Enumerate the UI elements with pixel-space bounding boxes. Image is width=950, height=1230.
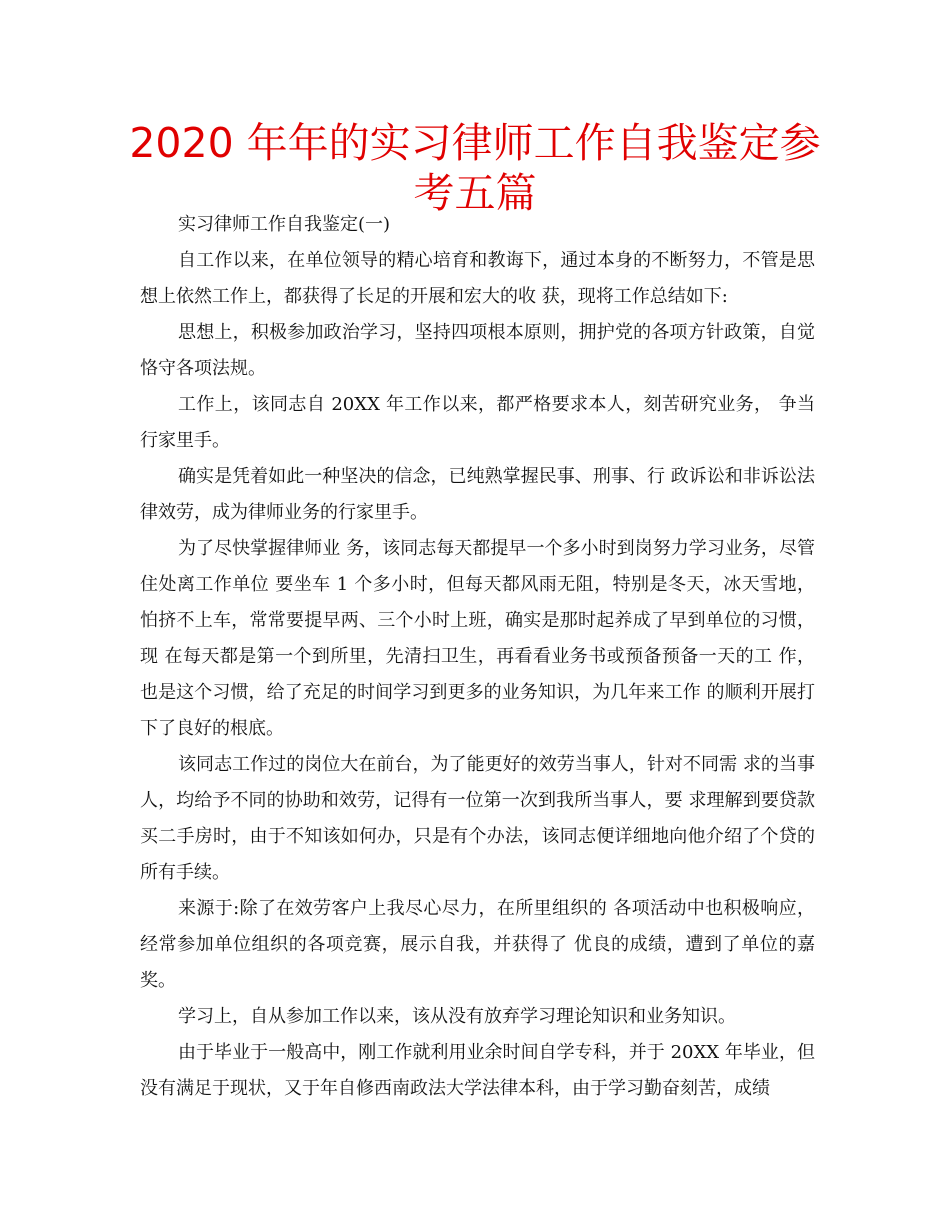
paragraph: 自工作以来，在单位领导的精心培育和教诲下，通过本身的不断努力，不管是思想上依然工作上，都获得了长足的开展和宏大的收 获，现将工作总结如下: <box>140 250 815 307</box>
paragraph: 工作上，该同志自 20XX 年工作以来，都严格要求本人，刻苦研究业务， 争当行家里手。 <box>140 394 815 451</box>
paragraph: 确实是凭着如此一种坚决的信念，已纯熟掌握民事、刑事、行 政诉讼和非诉讼法律效劳，成为律师业务的行家里手。 <box>140 466 815 523</box>
document-body <box>140 207 815 1107</box>
paragraph: 该同志工作过的岗位大在前台，为了能更好的效劳当事人，针对不同需 求的当事人，均给予不同的协助和效劳，记得有一位第一次到我所当事人，要 求理解到要贷款买二手房时，由于不知该如何办，只是有个办法，该同志便详细地向他介绍了个贷的所有手续。 <box>140 754 815 883</box>
paragraph: 为了尽快掌握律师业 务，该同志每天都提早一个多小时到岗努力学习业务，尽管住处离工作单位 要坐车 1 个多小时，但每天都风雨无阻，特别是冬天，冰天雪地，怕挤不上车，常常要提早两、三个小时上班，确实是那时起养成了早到单位的习惯，现 在每天都是第一个到所里，先清扫卫生，再看看业务书或预备预备一天的工 作，也是这个习惯，给了充足的时间学习到更多的业务知识，为几年来工作 的顺利开展打下了良好的根底。 <box>140 538 815 739</box>
document-title: 2020 年年的实习律师工作自我鉴定参考五篇 <box>129 119 821 217</box>
paragraph: 由于毕业于一般高中，刚工作就利用业余时间自学专科，并于 20XX 年毕业，但没有满足于现状，又于年自修西南政法大学法律本科，由于学习勤奋刻苦，成绩 <box>140 1042 815 1099</box>
section-heading: 实习律师工作自我鉴定(一) <box>178 214 391 235</box>
paragraph: 学习上，自从参加工作以来，该从没有放弃学习理论知识和业务知识。 <box>178 1006 736 1027</box>
paragraph: 思想上，积极参加政治学习，坚持四项根本原则，拥护党的各项方针政策，自觉恪守各项法规。 <box>140 322 815 379</box>
paragraph: 来源于:除了在效劳客户上我尽心尽力，在所里组织的 各项活动中也积极响应，经常参加单位组织的各项竞赛，展示自我，并获得了 优良的成绩，遭到了单位的嘉奖。 <box>140 898 815 991</box>
